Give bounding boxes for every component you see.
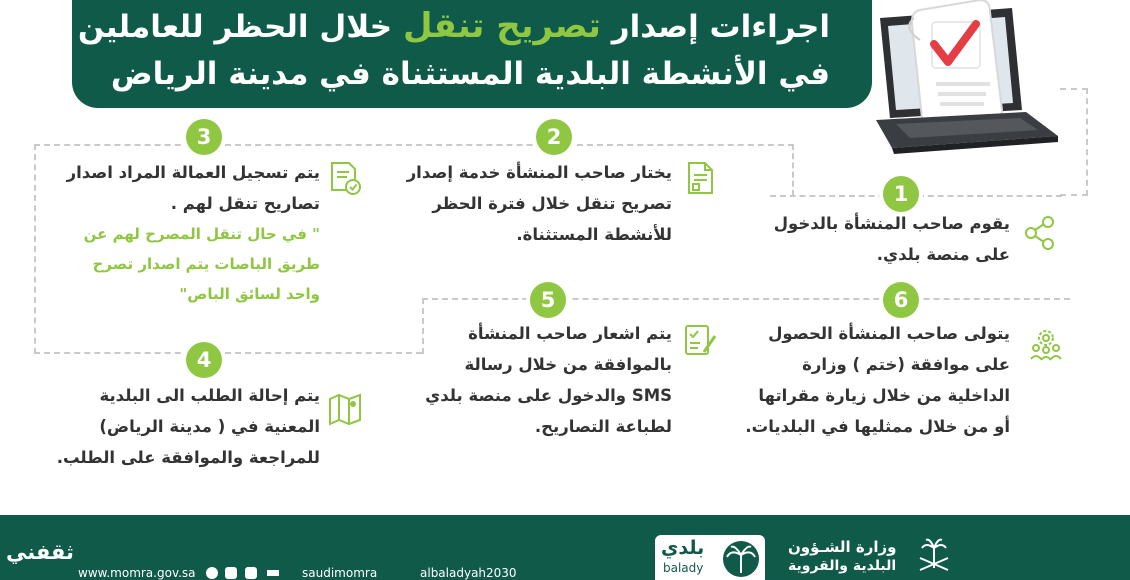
step-3-line-1: يتم تسجيل العمالة المراد اصدار — [66, 163, 320, 182]
document-badge-icon — [327, 160, 363, 196]
step-4-text — [20, 380, 320, 473]
step-4-line-2: المعنية في ( مدينة الرياض) — [99, 417, 320, 436]
title-accent: تصريح تنقل — [402, 6, 601, 46]
step-3-line-2: تصاريح تنقل لهم . — [170, 194, 320, 213]
title-text-after: خلال الحظر للعاملين — [77, 9, 393, 45]
step-3-text — [20, 157, 320, 309]
step-6-badge: 6 — [883, 282, 919, 318]
step-5-line-1: يتم اشعار صاحب المنشأة — [468, 324, 672, 343]
step-4-badge: 4 — [186, 342, 222, 378]
step-1-line-1: يقوم صاحب المنشأة بالدخول — [773, 214, 1010, 233]
step-6-line-4: أو من خلال ممثليها في البلديات. — [745, 417, 1010, 436]
step-2-line-3: للأنشطة المستثناة. — [516, 225, 672, 244]
step-1-line-2: على منصة بلدي. — [876, 245, 1010, 264]
step-2-text — [372, 157, 672, 250]
title-line-2: في الأنشطة البلدية المستثناة في مدينة الرياض — [110, 56, 830, 92]
step-2-badge: 2 — [536, 119, 572, 155]
social-icons — [205, 566, 295, 580]
step-5-line-4: لطباعة التصاريح. — [534, 417, 672, 436]
step-1-badge: 1 — [883, 176, 919, 212]
step-3-note-3: واحد لسائق الباص" — [179, 285, 320, 303]
ministry-name-line-1: وزارة الشـؤون — [788, 538, 897, 556]
balady-logo-latin: balady — [663, 561, 704, 575]
team-gear-icon — [1028, 326, 1064, 362]
balady-logo[interactable] — [655, 535, 765, 580]
balady-logo-arabic: بلدي — [661, 537, 705, 559]
step-6-line-3: الداخلية من خلال زيارة مقراتها — [758, 386, 1010, 405]
connector-left-bottom — [34, 352, 422, 354]
title-line-1 — [77, 6, 830, 47]
step-5-line-2: بالموافقة من خلال رسالة — [464, 355, 672, 374]
handle-text[interactable]: saudimomra — [302, 566, 378, 580]
step-1-text — [750, 208, 1010, 270]
connector-bottom-row — [422, 298, 1070, 300]
connector-top-right-down — [792, 144, 794, 196]
connector-right-top — [1060, 88, 1088, 196]
step-3-note-2: طريق الباصات يتم اصدار تصرح — [92, 255, 320, 273]
step-2-line-2: تصريح تنقل خلال فترة الحظر — [432, 194, 672, 213]
step-4-line-1: يتم إحالة الطلب الى البلدية — [99, 386, 320, 405]
watermark-text: ثقفني — [6, 540, 74, 564]
ministry-name-line-2: البلدية والقروية — [788, 558, 897, 574]
step-3-badge: 3 — [186, 119, 222, 155]
step-5-badge: 5 — [530, 282, 566, 318]
map-pin-icon — [327, 390, 363, 426]
laptop-checkmark-icon — [862, 0, 1062, 155]
certificate-document-icon — [682, 160, 718, 196]
website-link[interactable]: www.momra.gov.sa — [78, 566, 196, 580]
step-5-line-3: SMS والدخول على منصة بلدي — [425, 386, 672, 405]
title-banner — [72, 0, 872, 108]
step-6-text — [710, 318, 1010, 442]
hashtag-text[interactable]: albaladyah2030 — [420, 566, 517, 580]
step-4-line-3: للمراجعة والموافقة على الطلب. — [56, 448, 320, 467]
title-text-before: اجراءات إصدار — [611, 9, 830, 45]
connector-top-row — [34, 144, 794, 146]
ministry-emblem-icon — [914, 534, 954, 574]
step-3-note-1: " في حال تنقل المصرح لهم عن — [83, 225, 320, 243]
step-6-line-1: يتولى صاحب المنشأة الحصول — [768, 324, 1010, 343]
step-6-line-2: على موافقة (ختم ) وزارة — [802, 355, 1010, 374]
share-nodes-icon — [1022, 214, 1058, 250]
palm-icon — [721, 539, 761, 579]
step-2-line-1: يختار صاحب المنشأة خدمة إصدار — [406, 163, 672, 182]
step-5-text — [372, 318, 672, 442]
